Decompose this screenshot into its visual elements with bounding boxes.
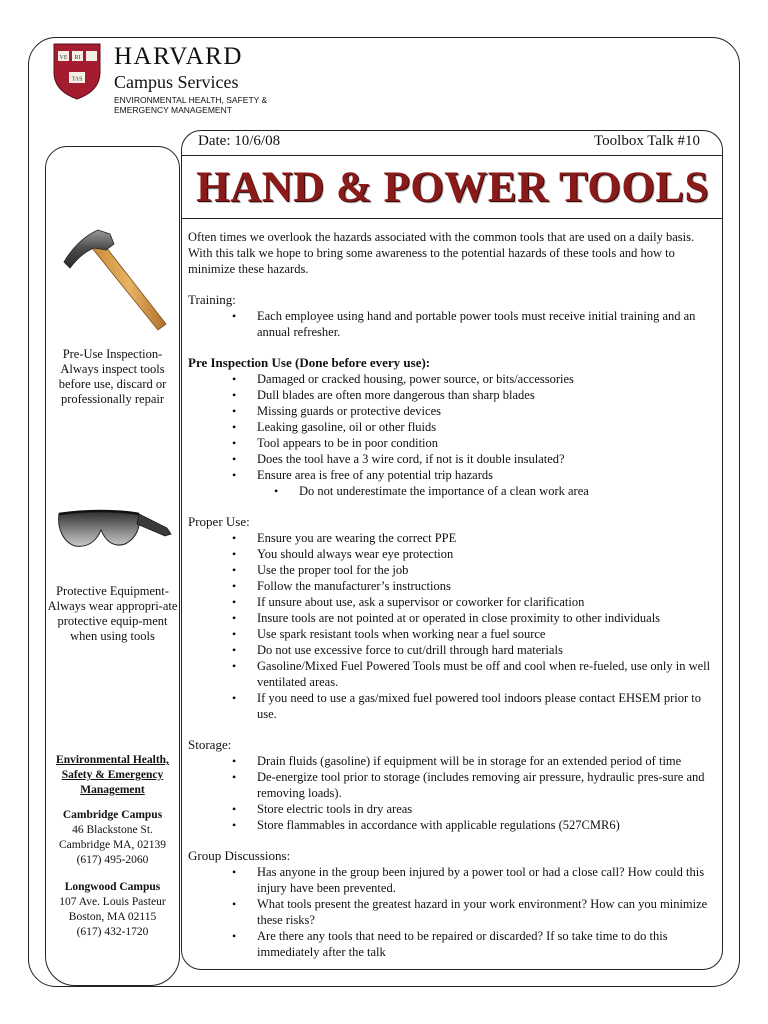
sub-list-item: • Do not underestimate the importance of a clean work area [188,483,718,499]
campus-phone: (617) 432-1720 [76,926,149,938]
hammer-icon [62,226,170,336]
list-item: • If you need to use a gas/mixed fuel powered tool indoors please contact EHSEM prior to use. [188,690,718,722]
proper-use-heading: Proper Use: [188,514,250,529]
campus-address-line: Boston, MA 02115 [68,911,157,923]
list-item: • What tools present the greatest hazard in your work environment? How can you minimize these risks? [188,896,718,928]
list-item: • Does the tool have a 3 wire cord, if not is it double insulated? [188,451,718,467]
toolbox-talk-number: Toolbox Talk #10 [594,133,700,149]
list-item: • Ensure area is free of any potential trip hazards [188,467,718,483]
glasses-caption: Protective Equipment- Always wear appropri-ate protective equip-ment when using tools [47,584,178,643]
safety-glasses-icon [55,508,173,564]
meta-row [198,133,718,155]
brand-block [114,44,267,115]
list-item: • Follow the manufacturer’s instructions [188,578,718,594]
department-name [114,95,267,115]
list-item: • Missing guards or protective devices [188,403,718,419]
list-item: • Store electric tools in dry areas [188,801,718,817]
list-item: • Are there any tools that need to be repaired or discarded? If so take time to do this immediately after the talk [188,928,718,960]
brand-subtitle: Campus Services [114,72,239,92]
list-item: • Drain fluids (gasoline) if equipment will be in storage for an extended period of time [188,753,718,769]
divider [182,218,722,219]
list-item: • Ensure you are wearing the correct PPE [188,530,718,546]
campus-phone: (617) 495-2060 [76,854,149,866]
campus-address-line: 46 Blackstone St. [72,824,153,836]
list-item: • Use the proper tool for the job [188,562,718,578]
list-item: • Insure tools are not pointed at or operated in close proximity to other individuals [188,610,718,626]
list-item: • Tool appears to be in poor condition [188,435,718,451]
page-title: HAND & POWER TOOLS [196,164,709,211]
pre-inspection-list [188,371,718,499]
campus-name: Longwood Campus [64,881,161,893]
proper-use-list [188,530,718,722]
list-item: • Gasoline/Mixed Fuel Powered Tools must be off and cool when re-fueled, use only in well ventilated areas. [188,658,718,690]
group-discussions-heading: Group Discussions: [188,848,291,863]
list-item: • Use spark resistant tools when working near a fuel source [188,626,718,642]
svg-text:VE: VE [59,55,68,61]
group-discussions-list [188,864,718,960]
list-item: • You should always wear eye protection [188,546,718,562]
list-item: • If unsure about use, ask a supervisor or coworker for clarification [188,594,718,610]
svg-text:RI: RI [74,55,81,61]
list-item: • Dull blades are often more dangerous than sharp blades [188,387,718,403]
department-line-1: ENVIRONMENTAL HEALTH, SAFETY & [114,95,268,105]
pre-inspection-heading [188,355,718,371]
storage-heading: Storage: [188,737,232,752]
training-heading: Training: [188,292,236,307]
campus-address-line: 107 Ave. Louis Pasteur [59,896,166,908]
list-item: • Has anyone in the group been injured by a power tool or had a close call? How could this injury have been prevented. [188,864,718,896]
campus-address-line: Cambridge MA, 02139 [58,839,166,851]
list-item: • De-energize tool prior to storage (includes removing air pressure, hydraulic pres-sure and removing loads). [188,769,718,801]
department-line-2: EMERGENCY MANAGEMENT [114,105,232,115]
pre-inspection-heading-main: Pre Inspection Use (Done before every use): [188,355,431,370]
article-body [188,229,718,960]
contact-info [47,753,178,940]
storage-list [188,753,718,833]
list-item: • Store flammables in accordance with applicable regulations (527CMR6) [188,817,718,833]
harvard-shield-logo [52,42,102,100]
list-item: • Do not use excessive force to cut/drill through hard materials [188,642,718,658]
list-item: • Each employee using hand and portable power tools must receive initial training and an annual refresher. [188,308,718,340]
divider [182,155,722,156]
contact-title: Environmental Health, Safety & Emergency Management [56,754,169,796]
svg-text:TAS: TAS [71,76,83,83]
list-item: • Leaking gasoline, oil or other fluids [188,419,718,435]
list-item: • Damaged or cracked housing, power source, or bits/accessories [188,371,718,387]
hammer-caption: Pre-Use Inspection- Always inspect tools before use, discard or professionally repair [58,347,167,406]
brand-name: HARVARD [114,43,243,70]
training-list [188,308,718,340]
intro-paragraph: Often times we overlook the hazards associated with the common tools that are used on a daily basis. With this talk we hope to bring some awareness to the potential hazards of these tools and how to minimize these hazards. [188,230,695,276]
date-label: Date: 10/6/08 [198,133,281,149]
campus-name: Cambridge Campus [62,809,163,821]
